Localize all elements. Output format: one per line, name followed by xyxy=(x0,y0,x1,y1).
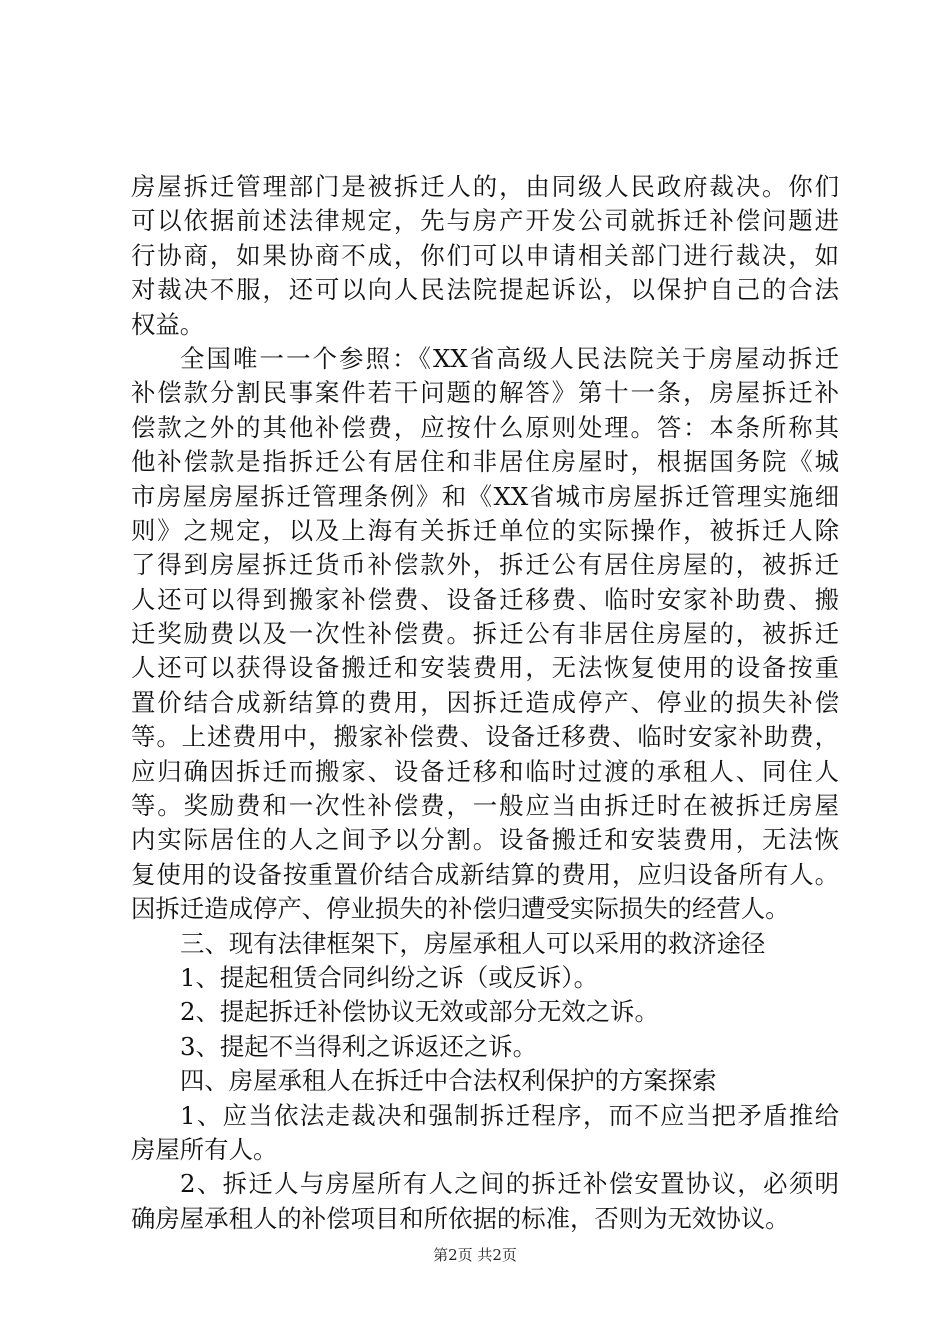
text-line: 置价结合成新结算的费用，因拆迁造成停产、停业的损失补偿 xyxy=(131,687,839,717)
text-line: 补偿款分割民事案件若干问题的解答》第十一条，房屋拆迁补 xyxy=(131,378,839,408)
list-item: 2、拆迁人与房屋所有人之间的拆迁补偿安置协议，必须明 xyxy=(180,1169,839,1199)
text-line: 他补偿款是指拆迁公有居住和非居住房屋时，根据国务院《城 xyxy=(131,447,839,477)
text-line: 全国唯一一个参照：《XX省高级人民法院关于房屋动拆迁 xyxy=(180,343,839,373)
list-item: 1、应当依法走裁决和强制拆迁程序，而不应当把矛盾推给 xyxy=(180,1100,839,1130)
list-item: 2、提起拆迁补偿协议无效或部分无效之诉。 xyxy=(180,997,659,1027)
section-heading: 三、现有法律框架下，房屋承租人可以采用的救济途径 xyxy=(180,928,766,958)
text-line: 迁奖励费以及一次性补偿费。拆迁公有非居住房屋的，被拆迁 xyxy=(131,619,839,649)
text-line: 房屋拆迁管理部门是被拆迁人的，由同级人民政府裁决。你们 xyxy=(131,172,839,201)
text-line: 人还可以获得设备搬迁和安装费用，无法恢复使用的设备按重 xyxy=(131,653,839,683)
text-line: 对裁决不服，还可以向人民法院提起诉讼，以保护自己的合法 xyxy=(131,275,839,305)
text-line: 房屋所有人。 xyxy=(131,1134,278,1164)
list-item: 3、提起不当得利之诉返还之诉。 xyxy=(180,1031,537,1061)
text-line: 人还可以得到搬家补偿费、设备迁移费、临时安家补助费、搬 xyxy=(131,584,839,614)
text-line: 应归确因拆迁而搬家、设备迁移和临时过渡的承租人、同住人 xyxy=(131,756,839,786)
text-line: 等。奖励费和一次性补偿费，一般应当由拆迁时在被拆迁房屋 xyxy=(131,791,839,821)
list-item: 1、提起租赁合同纠纷之诉（或反诉）。 xyxy=(180,962,598,992)
text-line: 复使用的设备按重置价结合成新结算的费用，应归设备所有人。 xyxy=(131,859,839,889)
text-line: 则》之规定，以及上海有关拆迁单位的实际操作，被拆迁人除 xyxy=(131,515,839,545)
text-line: 行协商，如果协商不成，你们可以申请相关部门进行裁决，如 xyxy=(131,240,839,270)
document-body xyxy=(131,170,839,1236)
text-line: 因拆迁造成停产、停业损失的补偿归遭受实际损失的经营人。 xyxy=(131,894,790,924)
text-line: 市房屋房屋拆迁管理条例》和《XX省城市房屋拆迁管理实施细 xyxy=(131,481,839,511)
text-line: 可以依据前述法律规定，先与房产开发公司就拆迁补偿问题进 xyxy=(131,206,839,236)
section-heading: 四、房屋承租人在拆迁中合法权利保护的方案探索 xyxy=(180,1066,717,1096)
text-line: 偿款之外的其他补偿费，应按什么原则处理。答：本条所称其 xyxy=(131,412,839,442)
text-line: 确房屋承租人的补偿项目和所依据的标准，否则为无效协议。 xyxy=(131,1203,790,1233)
text-line: 了得到房屋拆迁货币补偿款外，拆迁公有居住房屋的，被拆迁 xyxy=(131,550,839,580)
text-line: 内实际居住的人之间予以分割。设备搬迁和安装费用，无法恢 xyxy=(131,825,839,855)
page-number-footer: 第2页 共2页 xyxy=(433,1246,517,1264)
text-line: 权益。 xyxy=(131,309,205,339)
text-line: 等。上述费用中，搬家补偿费、设备迁移费、临时安家补助费， xyxy=(131,722,839,752)
